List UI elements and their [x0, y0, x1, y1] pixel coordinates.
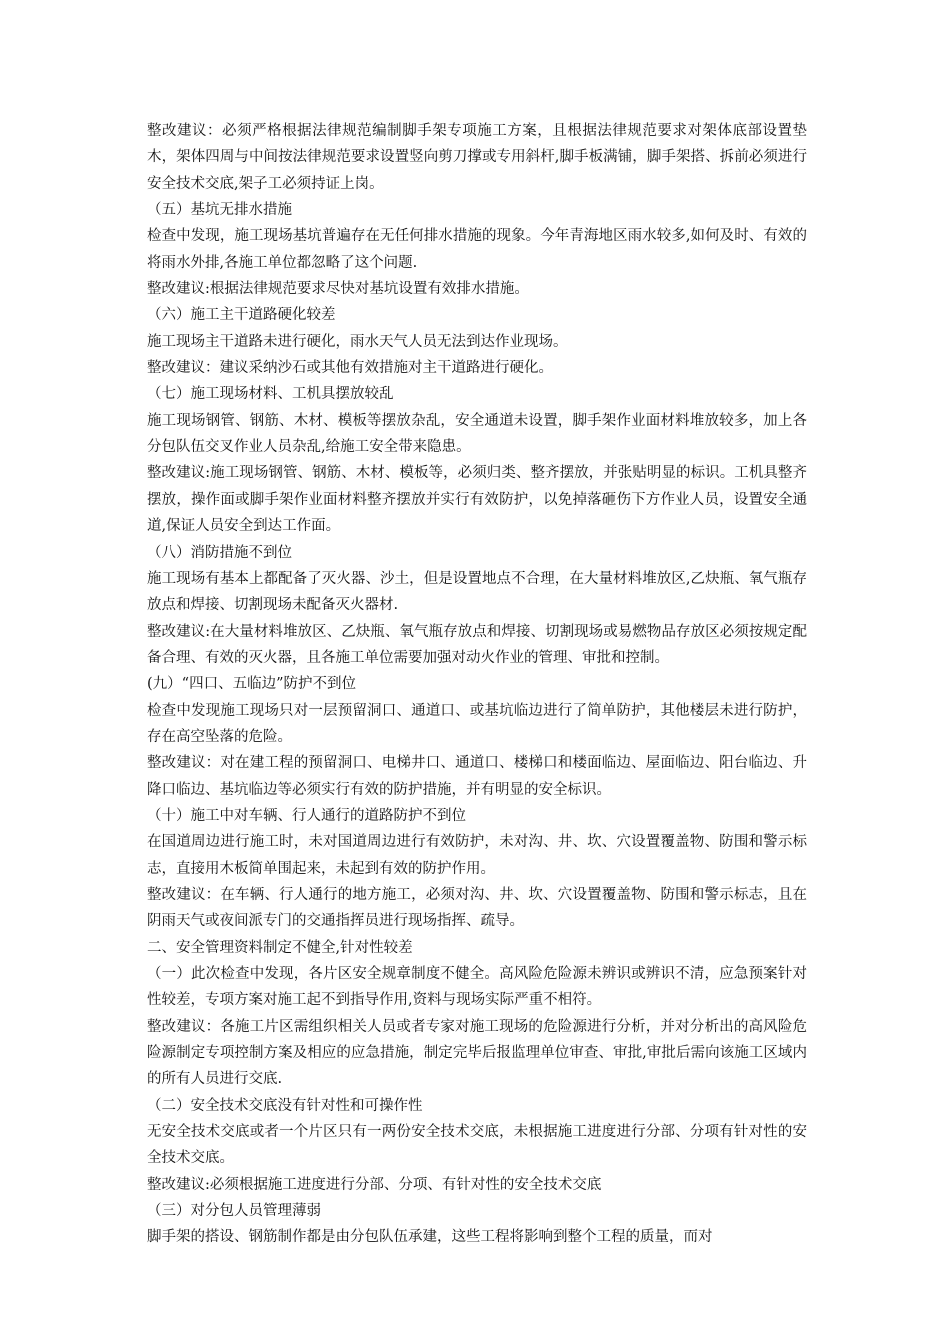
heading-road-hardening: （六）施工主干道路硬化较差 — [147, 307, 336, 324]
paragraph-rectification-scaffold: 整改建议：必须严格根据法律规范编制脚手架专项施工方案，且根据法律规范要求对架体底部设置垫木，架体四周与中间按法律规范要求设置竖向剪刀撑或专用斜杆,脚手板满铺，脚手架搭、拆前必须进行安全技术交底,架子工必须持证上岗。 — [147, 123, 807, 192]
paragraph-finding-road: 施工现场主干道路未进行硬化，雨水天气人员无法到达作业现场。 — [147, 333, 568, 350]
heading-road-traffic-protection: （十）施工中对车辆、行人通行的道路防护不到位 — [147, 807, 466, 824]
paragraph-finding-openings: 检查中发现施工现场只对一层预留洞口、通道口、或基坑临边进行了简单防护，其他楼层未进行防护，存在高空坠落的危险。 — [147, 702, 807, 745]
paragraph-rectification-briefing: 整改建议:必须根据施工进度进行分部、分项、有针对性的安全技术交底 — [147, 1176, 602, 1193]
paragraph-rectification-road: 整改建议：建议采纳沙石或其他有效措施对主干道路进行硬化。 — [147, 360, 553, 377]
heading-technical-briefing: （二）安全技术交底没有针对性和可操作性 — [147, 1097, 423, 1114]
paragraph-finding-drainage: 检查中发现，施工现场基坑普遍存在无任何排水措施的现象。今年青海地区雨水较多,如何及时、有效的将雨水外排,各施工单位都忽略了这个问题. — [147, 228, 807, 271]
paragraph-rectification-hazards: 整改建议：各施工片区需组织相关人员或者专家对施工现场的危险源进行分析，并对分析出的高风险危险源制定专项控制方案及相应的应急措施，制定完毕后报监理单位审查、审批,审批后需向该施工区域内的所有人员进行交底. — [147, 1018, 807, 1088]
paragraph-finding-subcontractor: 脚手架的搭设、钢筋制作都是由分包队伍承建，这些工程将影响到整个工程的质量，而对 — [147, 1229, 713, 1246]
heading-subcontractor-management: （三）对分包人员管理薄弱 — [147, 1203, 321, 1220]
paragraph-finding-fire: 施工现场有基本上都配备了灭火器、沙土，但是设置地点不合理，在大量材料堆放区,乙炔瓶、氧气瓶存放点和焊接、切割现场未配备灭火器材. — [147, 570, 807, 614]
section-heading-safety-documents: 二、安全管理资料制定不健全,针对性较差 — [147, 939, 413, 956]
paragraph-rectification-materials: 整改建议:施工现场钢管、钢筋、木材、模板等，必须归类、整齐摆放，并张贴明显的标识。工机具整齐摆放，操作面或脚手架作业面材料整齐摆放并实行有效防护，以免掉落砸伤下方作业人员，设置安全通道,保证人员安全到达工作面。 — [147, 465, 807, 535]
heading-materials-placement: （七）施工现场材料、工机具摆放较乱 — [147, 386, 394, 403]
paragraph-finding-regulations: （一）此次检查中发现，各片区安全规章制度不健全。高风险危险源未辨识或辨识不清，应急预案针对性较差，专项方案对施工起不到指导作用,资料与现场实际严重不相符。 — [147, 966, 807, 1009]
heading-foundation-drainage: （五）基坑无排水措施 — [147, 202, 292, 219]
paragraph-rectification-openings: 整改建议：对在建工程的预留洞口、电梯井口、通道口、楼梯口和楼面临边、屋面临边、阳台临边、升降口临边、基坑临边等必须实行有效的防护措施，并有明显的安全标识。 — [147, 755, 807, 798]
heading-openings-edges: (九）“四口、五临边”防护不到位 — [147, 676, 356, 693]
paragraph-rectification-drainage: 整改建议:根据法律规范要求尽快对基坑设置有效排水措施。 — [147, 281, 529, 298]
paragraph-finding-materials: 施工现场钢管、钢筋、木材、模板等摆放杂乱，安全通道未设置，脚手架作业面材料堆放较多，加上各分包队伍交叉作业人员杂乱,给施工安全带来隐患。 — [147, 412, 807, 456]
paragraph-finding-briefing: 无安全技术交底或者一个片区只有一两份安全技术交底，未根据施工进度进行分部、分项有针对性的安全技术交底。 — [147, 1124, 807, 1167]
paragraph-rectification-fire: 整改建议:在大量材料堆放区、乙炔瓶、氧气瓶存放点和焊接、切割现场或易燃物品存放区必须按规定配备合理、有效的灭火器，且各施工单位需要加强对动火作业的管理、审批和控制。 — [147, 623, 807, 666]
document-body — [147, 118, 807, 1251]
heading-fire-protection: （八）消防措施不到位 — [147, 544, 292, 561]
paragraph-rectification-traffic: 整改建议：在车辆、行人通行的地方施工，必须对沟、井、坎、穴设置覆盖物、防围和警示标志，且在阴雨天气或夜间派专门的交通指挥员进行现场指挥、疏导。 — [147, 886, 807, 930]
paragraph-finding-traffic: 在国道周边进行施工时，未对国道周边进行有效防护，未对沟、井、坎、穴设置覆盖物、防围和警示标志，直接用木板简单围起来，未起到有效的防护作用。 — [147, 834, 807, 877]
